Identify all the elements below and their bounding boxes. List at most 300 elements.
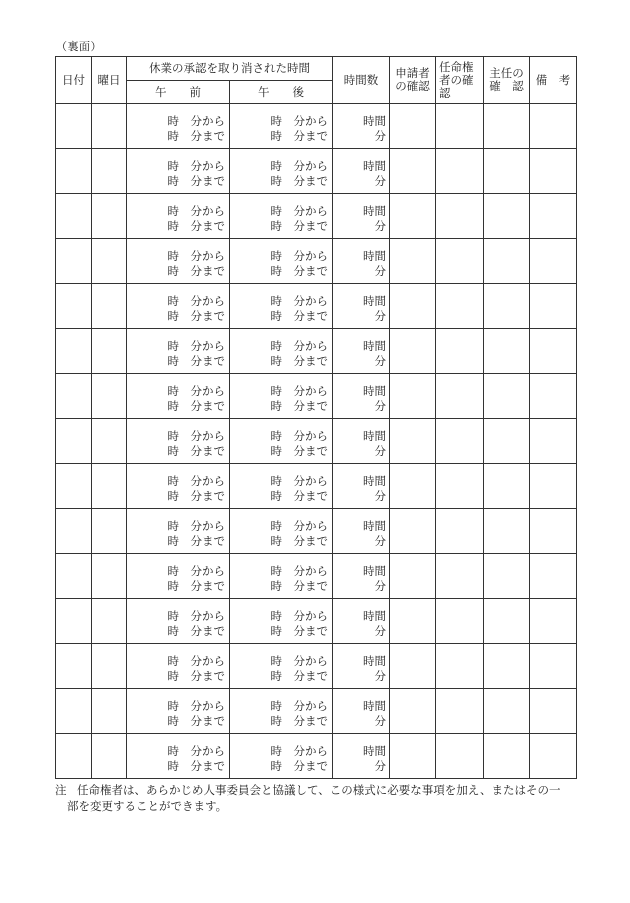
minute-from-label: 分から xyxy=(190,384,225,398)
hour-label: 時 xyxy=(270,669,282,683)
minute-from-label: 分から xyxy=(190,429,225,443)
minute-to-label: 分まで xyxy=(190,129,225,143)
chief-confirm-cell[interactable] xyxy=(484,374,530,419)
hour-label: 時 xyxy=(270,474,282,488)
minute-to-label: 分まで xyxy=(190,309,225,323)
am-time-cell[interactable] xyxy=(127,689,230,734)
table-row xyxy=(56,329,577,374)
minute-from-label: 分から xyxy=(293,339,328,353)
am-time-cell[interactable] xyxy=(127,599,230,644)
am-time-cell[interactable] xyxy=(127,554,230,599)
chief-confirm-cell[interactable] xyxy=(484,689,530,734)
minute-from-label: 分から xyxy=(190,744,225,758)
hours-cell[interactable] xyxy=(333,689,390,734)
hour-label: 時 xyxy=(270,654,282,668)
minute-from-label: 分から xyxy=(190,114,225,128)
hour-label: 時 xyxy=(167,309,179,323)
minute-to-label: 分まで xyxy=(190,264,225,278)
header-applicant-confirm-label: 申請者の確認 xyxy=(395,66,430,93)
weekday-cell[interactable] xyxy=(92,194,127,239)
hour-label: 時 xyxy=(270,264,282,278)
hour-label: 時 xyxy=(167,159,179,173)
header-pm: 午 後 xyxy=(230,81,333,104)
remarks-cell[interactable] xyxy=(530,689,577,734)
chief-confirm-cell[interactable] xyxy=(484,104,530,149)
pm-time-cell[interactable] xyxy=(230,149,333,194)
remarks-cell[interactable] xyxy=(530,104,577,149)
hour-label: 時 xyxy=(270,444,282,458)
hour-label: 時 xyxy=(167,114,179,128)
applicant-confirm-cell[interactable] xyxy=(390,689,436,734)
duration-minute-label: 分 xyxy=(374,489,386,503)
minute-from-label: 分から xyxy=(293,294,328,308)
minute-from-label: 分から xyxy=(190,294,225,308)
minute-to-label: 分まで xyxy=(293,354,328,368)
applicant-confirm-cell[interactable] xyxy=(390,419,436,464)
minute-to-label: 分まで xyxy=(190,354,225,368)
appointer-confirm-cell[interactable] xyxy=(436,374,484,419)
pm-time-cell[interactable] xyxy=(230,464,333,509)
am-time-cell[interactable] xyxy=(127,734,230,779)
minute-from-label: 分から xyxy=(293,429,328,443)
chief-confirm-cell[interactable] xyxy=(484,599,530,644)
date-cell[interactable] xyxy=(56,689,92,734)
am-time-cell[interactable] xyxy=(127,509,230,554)
hour-label: 時 xyxy=(270,744,282,758)
remarks-cell[interactable] xyxy=(530,644,577,689)
hour-label: 時 xyxy=(167,654,179,668)
applicant-confirm-cell[interactable] xyxy=(390,149,436,194)
date-cell[interactable] xyxy=(56,194,92,239)
hour-label: 時 xyxy=(270,759,282,773)
applicant-confirm-cell[interactable] xyxy=(390,329,436,374)
hour-label: 時 xyxy=(167,399,179,413)
remarks-cell[interactable] xyxy=(530,599,577,644)
header-cancelled-time: 休業の承認を取り消された時間 xyxy=(127,57,333,81)
page-label: （裏面） xyxy=(56,40,102,53)
footnote-line-2: 部を変更することができます。 xyxy=(67,799,228,813)
pm-time-cell[interactable] xyxy=(230,239,333,284)
hour-label: 時 xyxy=(167,474,179,488)
hours-cell[interactable] xyxy=(333,194,390,239)
minute-to-label: 分まで xyxy=(190,534,225,548)
remarks-cell[interactable] xyxy=(530,194,577,239)
hours-cell[interactable] xyxy=(333,599,390,644)
chief-confirm-cell[interactable] xyxy=(484,464,530,509)
hour-label: 時 xyxy=(167,609,179,623)
am-time-cell[interactable] xyxy=(127,419,230,464)
duration-minute-label: 分 xyxy=(374,309,386,323)
minute-from-label: 分から xyxy=(293,114,328,128)
weekday-cell[interactable] xyxy=(92,464,127,509)
hour-label: 時 xyxy=(167,744,179,758)
applicant-confirm-cell[interactable] xyxy=(390,644,436,689)
applicant-confirm-cell[interactable] xyxy=(390,599,436,644)
duration-hour-label: 時間 xyxy=(363,384,386,398)
minute-to-label: 分まで xyxy=(293,309,328,323)
hours-cell[interactable] xyxy=(333,734,390,779)
pm-time-cell[interactable] xyxy=(230,644,333,689)
duration-minute-label: 分 xyxy=(374,354,386,368)
duration-hour-label: 時間 xyxy=(363,294,386,308)
weekday-cell[interactable] xyxy=(92,284,127,329)
pm-time-cell[interactable] xyxy=(230,194,333,239)
duration-minute-label: 分 xyxy=(374,579,386,593)
minute-to-label: 分まで xyxy=(293,669,328,683)
duration-minute-label: 分 xyxy=(374,624,386,638)
minute-from-label: 分から xyxy=(293,699,328,713)
pm-time-cell[interactable] xyxy=(230,329,333,374)
pm-time-cell[interactable] xyxy=(230,599,333,644)
duration-hour-label: 時間 xyxy=(363,159,386,173)
footnote-line-1: 任命権者は、あらかじめ人事委員会と協議して、この様式に必要な事項を加え、またはその一 xyxy=(77,783,561,797)
appointer-confirm-cell[interactable] xyxy=(436,149,484,194)
duration-hour-label: 時間 xyxy=(363,519,386,533)
chief-confirm-cell[interactable] xyxy=(484,194,530,239)
applicant-confirm-cell[interactable] xyxy=(390,734,436,779)
hour-label: 時 xyxy=(167,174,179,188)
pm-time-cell[interactable] xyxy=(230,509,333,554)
applicant-confirm-cell[interactable] xyxy=(390,284,436,329)
header-date: 日付 xyxy=(56,57,92,104)
minute-from-label: 分から xyxy=(190,339,225,353)
hour-label: 時 xyxy=(270,129,282,143)
hour-label: 時 xyxy=(270,399,282,413)
pm-time-cell[interactable] xyxy=(230,734,333,779)
hour-label: 時 xyxy=(270,294,282,308)
table-row xyxy=(56,734,577,779)
hour-label: 時 xyxy=(167,714,179,728)
hours-cell[interactable] xyxy=(333,329,390,374)
duration-hour-label: 時間 xyxy=(363,564,386,578)
minute-from-label: 分から xyxy=(293,204,328,218)
minute-to-label: 分まで xyxy=(190,444,225,458)
date-cell[interactable] xyxy=(56,239,92,284)
hour-label: 時 xyxy=(270,174,282,188)
hour-label: 時 xyxy=(270,219,282,233)
minute-from-label: 分から xyxy=(190,564,225,578)
hour-label: 時 xyxy=(270,534,282,548)
hour-label: 時 xyxy=(167,534,179,548)
pm-time-cell[interactable] xyxy=(230,284,333,329)
chief-confirm-cell[interactable] xyxy=(484,734,530,779)
date-cell[interactable] xyxy=(56,464,92,509)
table-body xyxy=(56,104,577,779)
header-am: 午 前 xyxy=(127,81,230,104)
duration-minute-label: 分 xyxy=(374,129,386,143)
duration-hour-label: 時間 xyxy=(363,114,386,128)
appointer-confirm-cell[interactable] xyxy=(436,554,484,599)
minute-to-label: 分まで xyxy=(293,129,328,143)
pm-time-cell[interactable] xyxy=(230,419,333,464)
duration-minute-label: 分 xyxy=(374,534,386,548)
minute-from-label: 分から xyxy=(293,519,328,533)
minute-from-label: 分から xyxy=(293,654,328,668)
chief-confirm-cell[interactable] xyxy=(484,149,530,194)
hour-label: 時 xyxy=(270,609,282,623)
table-row xyxy=(56,284,577,329)
date-cell[interactable] xyxy=(56,284,92,329)
date-cell[interactable] xyxy=(56,149,92,194)
hour-label: 時 xyxy=(167,489,179,503)
table-row xyxy=(56,554,577,599)
hour-label: 時 xyxy=(270,489,282,503)
weekday-cell[interactable] xyxy=(92,104,127,149)
hour-label: 時 xyxy=(167,204,179,218)
appointer-confirm-cell[interactable] xyxy=(436,644,484,689)
appointer-confirm-cell[interactable] xyxy=(436,419,484,464)
hour-label: 時 xyxy=(270,624,282,638)
hour-label: 時 xyxy=(167,129,179,143)
remarks-cell[interactable] xyxy=(530,464,577,509)
date-cell[interactable] xyxy=(56,419,92,464)
applicant-confirm-cell[interactable] xyxy=(390,374,436,419)
minute-from-label: 分から xyxy=(190,204,225,218)
duration-minute-label: 分 xyxy=(374,264,386,278)
date-cell[interactable] xyxy=(56,509,92,554)
minute-to-label: 分まで xyxy=(293,399,328,413)
table-row xyxy=(56,464,577,509)
minute-to-label: 分まで xyxy=(190,174,225,188)
remarks-cell[interactable] xyxy=(530,329,577,374)
minute-from-label: 分から xyxy=(293,384,328,398)
am-time-cell[interactable] xyxy=(127,104,230,149)
weekday-cell[interactable] xyxy=(92,239,127,284)
hour-label: 時 xyxy=(167,294,179,308)
weekday-cell[interactable] xyxy=(92,509,127,554)
remarks-cell[interactable] xyxy=(530,239,577,284)
footnote xyxy=(55,782,580,814)
chief-confirm-cell[interactable] xyxy=(484,329,530,374)
remarks-cell[interactable] xyxy=(530,374,577,419)
appointer-confirm-cell[interactable] xyxy=(436,239,484,284)
minute-to-label: 分まで xyxy=(190,759,225,773)
duration-hour-label: 時間 xyxy=(363,429,386,443)
header-hours: 時間数 xyxy=(333,57,390,104)
minute-to-label: 分まで xyxy=(293,714,328,728)
minute-from-label: 分から xyxy=(293,249,328,263)
hour-label: 時 xyxy=(167,564,179,578)
weekday-cell[interactable] xyxy=(92,599,127,644)
table-row xyxy=(56,689,577,734)
table-row xyxy=(56,644,577,689)
chief-confirm-cell[interactable] xyxy=(484,554,530,599)
weekday-cell[interactable] xyxy=(92,374,127,419)
am-time-cell[interactable] xyxy=(127,329,230,374)
am-time-cell[interactable] xyxy=(127,374,230,419)
header-chief-confirm xyxy=(484,57,530,104)
hour-label: 時 xyxy=(167,354,179,368)
applicant-confirm-cell[interactable] xyxy=(390,104,436,149)
hour-label: 時 xyxy=(270,429,282,443)
pm-time-cell[interactable] xyxy=(230,689,333,734)
cancellation-record-table xyxy=(55,56,577,779)
remarks-cell[interactable] xyxy=(530,419,577,464)
date-cell[interactable] xyxy=(56,374,92,419)
minute-to-label: 分まで xyxy=(293,624,328,638)
header-appointer-confirm xyxy=(436,57,484,104)
pm-time-cell[interactable] xyxy=(230,374,333,419)
weekday-cell[interactable] xyxy=(92,329,127,374)
weekday-cell[interactable] xyxy=(92,554,127,599)
minute-to-label: 分まで xyxy=(293,174,328,188)
date-cell[interactable] xyxy=(56,104,92,149)
table-row xyxy=(56,239,577,284)
hour-label: 時 xyxy=(167,219,179,233)
duration-minute-label: 分 xyxy=(374,399,386,413)
minute-to-label: 分まで xyxy=(293,534,328,548)
duration-minute-label: 分 xyxy=(374,669,386,683)
table-row xyxy=(56,599,577,644)
chief-confirm-cell[interactable] xyxy=(484,239,530,284)
applicant-confirm-cell[interactable] xyxy=(390,464,436,509)
hour-label: 時 xyxy=(167,339,179,353)
appointer-confirm-cell[interactable] xyxy=(436,689,484,734)
hour-label: 時 xyxy=(167,624,179,638)
minute-to-label: 分まで xyxy=(190,399,225,413)
chief-confirm-cell[interactable] xyxy=(484,509,530,554)
duration-minute-label: 分 xyxy=(374,714,386,728)
weekday-cell[interactable] xyxy=(92,734,127,779)
duration-minute-label: 分 xyxy=(374,444,386,458)
weekday-cell[interactable] xyxy=(92,644,127,689)
minute-from-label: 分から xyxy=(190,699,225,713)
chief-confirm-cell[interactable] xyxy=(484,644,530,689)
hour-label: 時 xyxy=(270,564,282,578)
minute-to-label: 分まで xyxy=(190,489,225,503)
date-cell[interactable] xyxy=(56,329,92,374)
hour-label: 時 xyxy=(270,309,282,323)
hours-cell[interactable] xyxy=(333,509,390,554)
minute-from-label: 分から xyxy=(190,249,225,263)
applicant-confirm-cell[interactable] xyxy=(390,239,436,284)
table-row xyxy=(56,104,577,149)
appointer-confirm-cell[interactable] xyxy=(436,284,484,329)
remarks-cell[interactable] xyxy=(530,284,577,329)
header-appointer-confirm-label: 任命権者の確認 xyxy=(439,59,474,100)
am-time-cell[interactable] xyxy=(127,239,230,284)
minute-to-label: 分まで xyxy=(190,624,225,638)
minute-to-label: 分まで xyxy=(190,219,225,233)
hour-label: 時 xyxy=(167,759,179,773)
weekday-cell[interactable] xyxy=(92,689,127,734)
hours-cell[interactable] xyxy=(333,419,390,464)
hour-label: 時 xyxy=(167,579,179,593)
am-time-cell[interactable] xyxy=(127,284,230,329)
duration-hour-label: 時間 xyxy=(363,249,386,263)
pm-time-cell[interactable] xyxy=(230,554,333,599)
appointer-confirm-cell[interactable] xyxy=(436,194,484,239)
duration-hour-label: 時間 xyxy=(363,474,386,488)
hour-label: 時 xyxy=(270,339,282,353)
date-cell[interactable] xyxy=(56,734,92,779)
remarks-cell[interactable] xyxy=(530,509,577,554)
hours-cell[interactable] xyxy=(333,239,390,284)
am-time-cell[interactable] xyxy=(127,464,230,509)
minute-to-label: 分まで xyxy=(293,264,328,278)
minute-to-label: 分まで xyxy=(293,444,328,458)
hours-cell[interactable] xyxy=(333,554,390,599)
hours-cell[interactable] xyxy=(333,644,390,689)
hour-label: 時 xyxy=(270,579,282,593)
am-time-cell[interactable] xyxy=(127,194,230,239)
remarks-cell[interactable] xyxy=(530,149,577,194)
header-applicant-confirm xyxy=(390,57,436,104)
table-row xyxy=(56,509,577,554)
appointer-confirm-cell[interactable] xyxy=(436,104,484,149)
hour-label: 時 xyxy=(167,429,179,443)
duration-minute-label: 分 xyxy=(374,174,386,188)
hour-label: 時 xyxy=(270,714,282,728)
minute-from-label: 分から xyxy=(190,654,225,668)
appointer-confirm-cell[interactable] xyxy=(436,329,484,374)
pm-time-cell[interactable] xyxy=(230,104,333,149)
minute-from-label: 分から xyxy=(293,474,328,488)
appointer-confirm-cell[interactable] xyxy=(436,734,484,779)
remarks-cell[interactable] xyxy=(530,554,577,599)
header-chief-confirm-label: 主任の確 認 xyxy=(489,66,524,93)
hours-cell[interactable] xyxy=(333,284,390,329)
am-time-cell[interactable] xyxy=(127,149,230,194)
hour-label: 時 xyxy=(167,699,179,713)
date-cell[interactable] xyxy=(56,554,92,599)
am-time-cell[interactable] xyxy=(127,644,230,689)
hours-cell[interactable] xyxy=(333,464,390,509)
minute-from-label: 分から xyxy=(190,159,225,173)
minute-from-label: 分から xyxy=(293,609,328,623)
remarks-cell[interactable] xyxy=(530,734,577,779)
chief-confirm-cell[interactable] xyxy=(484,284,530,329)
header-weekday: 曜日 xyxy=(92,57,127,104)
weekday-cell[interactable] xyxy=(92,149,127,194)
hours-cell[interactable] xyxy=(333,374,390,419)
hour-label: 時 xyxy=(167,669,179,683)
date-cell[interactable] xyxy=(56,644,92,689)
appointer-confirm-cell[interactable] xyxy=(436,599,484,644)
hour-label: 時 xyxy=(270,114,282,128)
appointer-confirm-cell[interactable] xyxy=(436,464,484,509)
duration-minute-label: 分 xyxy=(374,759,386,773)
applicant-confirm-cell[interactable] xyxy=(390,509,436,554)
chief-confirm-cell[interactable] xyxy=(484,419,530,464)
appointer-confirm-cell[interactable] xyxy=(436,509,484,554)
hour-label: 時 xyxy=(270,159,282,173)
duration-hour-label: 時間 xyxy=(363,699,386,713)
duration-hour-label: 時間 xyxy=(363,339,386,353)
applicant-confirm-cell[interactable] xyxy=(390,194,436,239)
hour-label: 時 xyxy=(270,204,282,218)
hours-cell[interactable] xyxy=(333,104,390,149)
weekday-cell[interactable] xyxy=(92,419,127,464)
hour-label: 時 xyxy=(167,384,179,398)
minute-from-label: 分から xyxy=(293,564,328,578)
table-row xyxy=(56,194,577,239)
table-row xyxy=(56,419,577,464)
hour-label: 時 xyxy=(270,249,282,263)
duration-hour-label: 時間 xyxy=(363,204,386,218)
hour-label: 時 xyxy=(167,249,179,263)
duration-hour-label: 時間 xyxy=(363,609,386,623)
hours-cell[interactable] xyxy=(333,149,390,194)
date-cell[interactable] xyxy=(56,599,92,644)
minute-from-label: 分から xyxy=(190,519,225,533)
minute-to-label: 分まで xyxy=(190,714,225,728)
applicant-confirm-cell[interactable] xyxy=(390,554,436,599)
minute-to-label: 分まで xyxy=(190,669,225,683)
minute-to-label: 分まで xyxy=(293,579,328,593)
minute-to-label: 分まで xyxy=(293,219,328,233)
hour-label: 時 xyxy=(270,699,282,713)
